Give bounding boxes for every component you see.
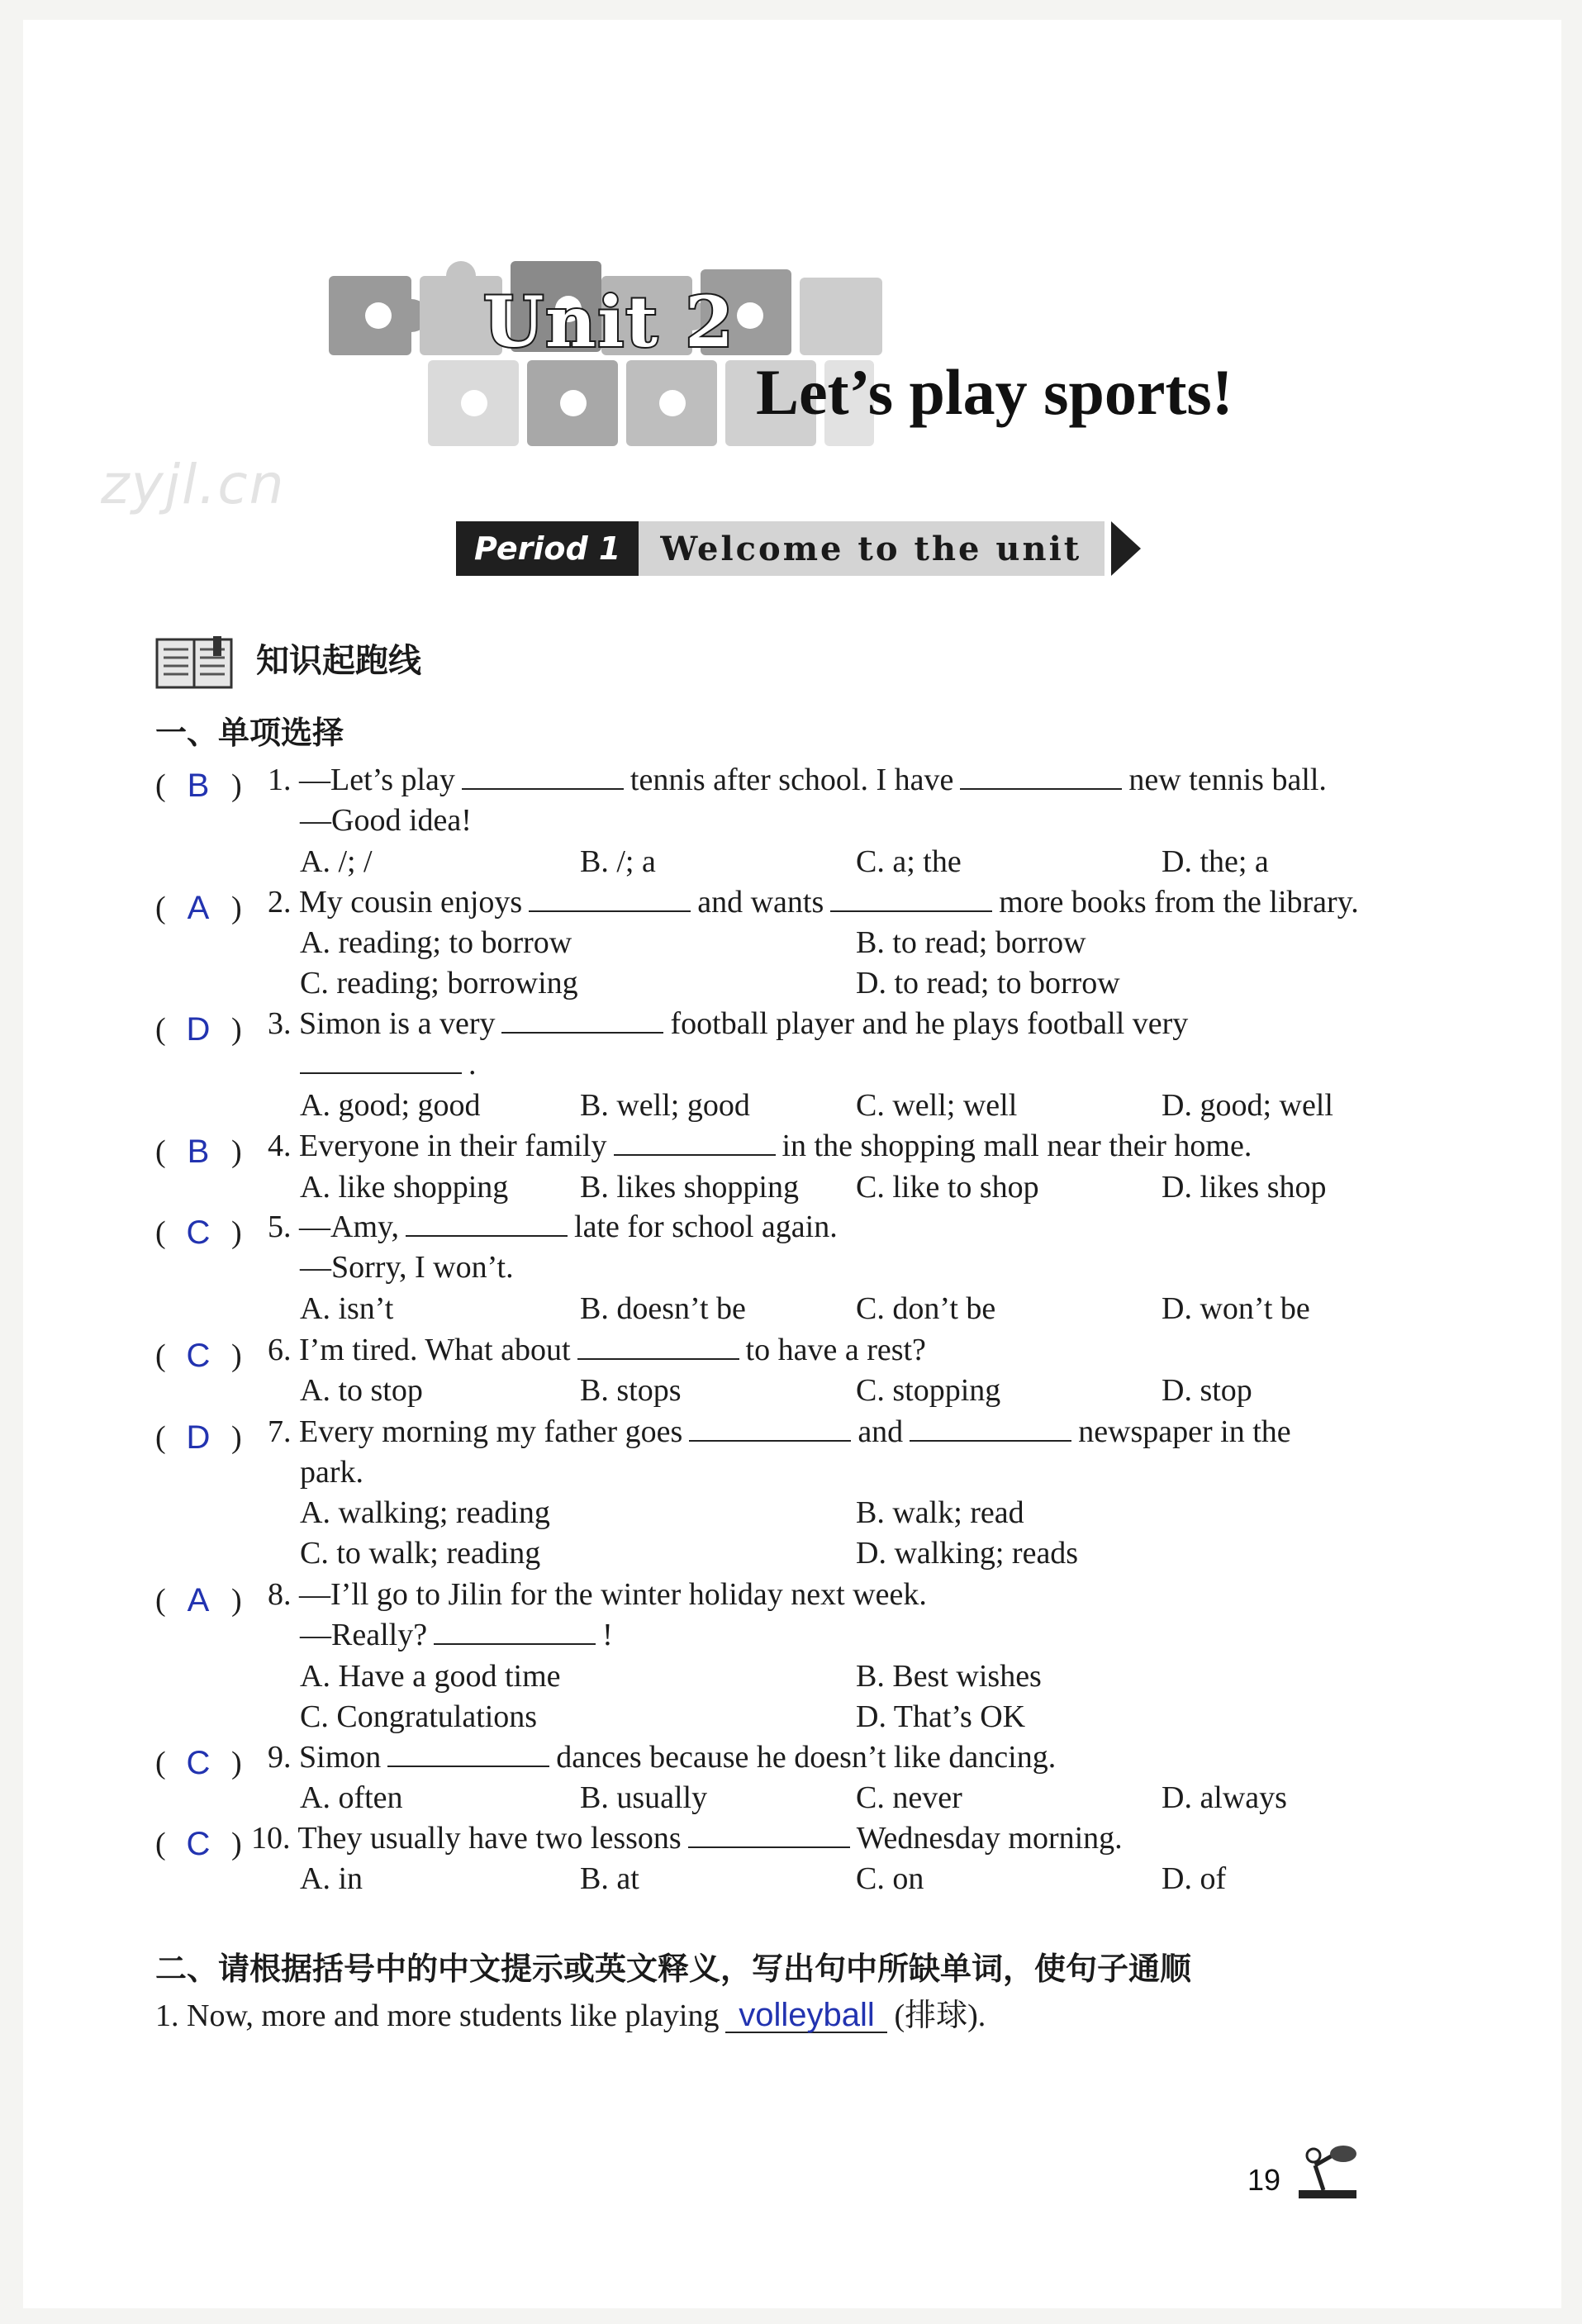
part1-heading: 一、单项选择 (155, 715, 344, 751)
option-a: A. in (300, 1861, 363, 1896)
blank[interactable] (689, 1412, 851, 1442)
option-a: A. good; good (300, 1088, 481, 1123)
answer-paren-open: ( (155, 1338, 166, 1373)
answer-paren-close: ) (231, 1583, 242, 1618)
question-text: 5. —Amy, late for school again. (268, 1207, 838, 1247)
option-d: D. of (1162, 1861, 1227, 1896)
question-answer: C (186, 1214, 211, 1251)
fill-in-answer[interactable]: volleyball (725, 1998, 887, 2033)
question-text: 9. Simon dances because he doesn’t like dancing. (268, 1737, 1056, 1777)
period-label: Period 1 (456, 521, 639, 576)
answer-paren-close: ) (231, 1338, 242, 1373)
blank[interactable] (830, 882, 992, 912)
blank[interactable] (462, 760, 624, 790)
period-title: Welcome to the unit (639, 521, 1105, 576)
option-a: A. walking; reading (300, 1495, 550, 1530)
answer-paren-open: ( (155, 1746, 166, 1780)
answer-paren-close: ) (231, 1420, 242, 1455)
option-b: B. at (580, 1861, 639, 1896)
option-d: D. the; a (1162, 844, 1269, 879)
question-text-line2: —Good idea! (300, 803, 472, 838)
option-b: B. likes shopping (580, 1170, 799, 1205)
answer-paren-close: ) (231, 768, 242, 803)
question-answer: D (186, 1011, 211, 1048)
option-b: B. /; a (580, 844, 656, 879)
page-number: 19 (1247, 2163, 1281, 2197)
question-answer: C (186, 1745, 211, 1781)
reading-lamp-icon (1290, 2136, 1365, 2202)
unit-title: Unit 2 (483, 281, 735, 363)
answer-paren-close: ) (231, 891, 242, 925)
blank[interactable] (577, 1330, 739, 1360)
part2-heading: 二、请根据括号中的中文提示或英文释义，写出句中所缺单词，使句子通顺 (155, 1951, 1192, 1987)
option-d: D. always (1162, 1780, 1287, 1815)
question-text: 1. —Let’s play tennis after school. I have new tennis ball. (268, 760, 1327, 800)
blank[interactable] (910, 1412, 1071, 1442)
question-text: 4. Everyone in their family in the shopping mall near their home. (268, 1126, 1252, 1166)
question-answer: B (187, 1133, 210, 1170)
answer-paren-open: ( (155, 768, 166, 803)
option-b: B. doesn’t be (580, 1291, 746, 1326)
question-answer: A (187, 890, 210, 926)
watermark: zyjl.cn (101, 453, 286, 516)
question-answer: C (186, 1826, 211, 1862)
question-text: 6. I’m tired. What about to have a rest? (268, 1330, 926, 1370)
answer-paren-open: ( (155, 1583, 166, 1618)
answer-paren-close: ) (231, 1215, 242, 1250)
option-c: C. reading; borrowing (300, 966, 578, 1000)
option-b: B. stops (580, 1373, 682, 1408)
option-c: C. on (856, 1861, 924, 1896)
option-d: D. stop (1162, 1373, 1252, 1408)
option-d: D. walking; reads (856, 1536, 1079, 1571)
option-a: A. like shopping (300, 1170, 509, 1205)
option-d: D. won’t be (1162, 1291, 1310, 1326)
answer-paren-open: ( (155, 1012, 166, 1047)
blank[interactable] (614, 1126, 776, 1156)
question-answer: D (186, 1419, 211, 1456)
period-bar (456, 521, 1141, 576)
book-icon (155, 636, 235, 691)
answer-paren-open: ( (155, 1420, 166, 1455)
blank[interactable] (434, 1615, 596, 1645)
question-text-line2: —Sorry, I won’t. (300, 1250, 514, 1285)
option-b: B. well; good (580, 1088, 750, 1123)
option-c: C. Congratulations (300, 1699, 538, 1734)
question-text-line2: . (293, 1044, 477, 1084)
option-c: C. to walk; reading (300, 1536, 541, 1571)
option-a: A. reading; to borrow (300, 925, 572, 960)
option-c: C. like to shop (856, 1170, 1039, 1205)
option-b: B. to read; borrow (856, 925, 1086, 960)
question-text: 3. Simon is a very football player and he plays football very (268, 1004, 1188, 1043)
option-a: A. /; / (300, 844, 373, 879)
option-b: B. usually (580, 1780, 708, 1815)
unit-subtitle: Let’s play sports! (756, 356, 1233, 428)
question-text: 8. —I’ll go to Jilin for the winter holiday next week. (268, 1577, 927, 1612)
answer-paren-close: ) (231, 1012, 242, 1047)
question-text: 2. My cousin enjoys and wants more books from the library. (268, 882, 1359, 922)
blank[interactable] (406, 1207, 568, 1237)
option-c: C. a; the (856, 844, 962, 879)
question-answer: B (187, 768, 210, 804)
option-a: A. often (300, 1780, 403, 1815)
answer-paren-close: ) (231, 1746, 242, 1780)
option-b: B. walk; read (856, 1495, 1024, 1530)
blank[interactable] (501, 1004, 663, 1034)
question-answer: A (187, 1582, 210, 1618)
blank[interactable] (960, 760, 1122, 790)
option-a: A. isn’t (300, 1291, 394, 1326)
option-d: D. good; well (1162, 1088, 1333, 1123)
section-heading: 知识起跑线 (256, 642, 421, 680)
period-arrow-icon (1111, 521, 1141, 576)
option-d: D. to read; to borrow (856, 966, 1120, 1000)
option-d: D. That’s OK (856, 1699, 1026, 1734)
question-answer: C (186, 1338, 211, 1374)
question-text-line2: park. (300, 1455, 364, 1490)
answer-paren-close: ) (231, 1827, 242, 1861)
question-text: 10. They usually have two lessons Wednesday morning. (251, 1818, 1123, 1858)
option-c: C. don’t be (856, 1291, 996, 1326)
blank[interactable] (300, 1044, 462, 1074)
answer-paren-open: ( (155, 1134, 166, 1169)
option-c: C. well; well (856, 1088, 1018, 1123)
option-a: A. to stop (300, 1373, 423, 1408)
option-d: D. likes shop (1162, 1170, 1327, 1205)
question-text: 7. Every morning my father goes and newspaper in the (268, 1412, 1291, 1452)
blank[interactable] (688, 1818, 850, 1848)
option-c: C. stopping (856, 1373, 1001, 1408)
fill-in-question: 1. Now, more and more students like playing volleyball (排球). (155, 1997, 986, 2033)
option-b: B. Best wishes (856, 1659, 1042, 1694)
option-a: A. Have a good time (300, 1659, 561, 1694)
answer-paren-open: ( (155, 1215, 166, 1250)
answer-paren-open: ( (155, 1827, 166, 1861)
blank[interactable] (529, 882, 691, 912)
answer-paren-close: ) (231, 1134, 242, 1169)
question-text-line2: —Really? ! (300, 1615, 613, 1655)
blank[interactable] (387, 1737, 549, 1767)
option-c: C. never (856, 1780, 962, 1815)
answer-paren-open: ( (155, 891, 166, 925)
